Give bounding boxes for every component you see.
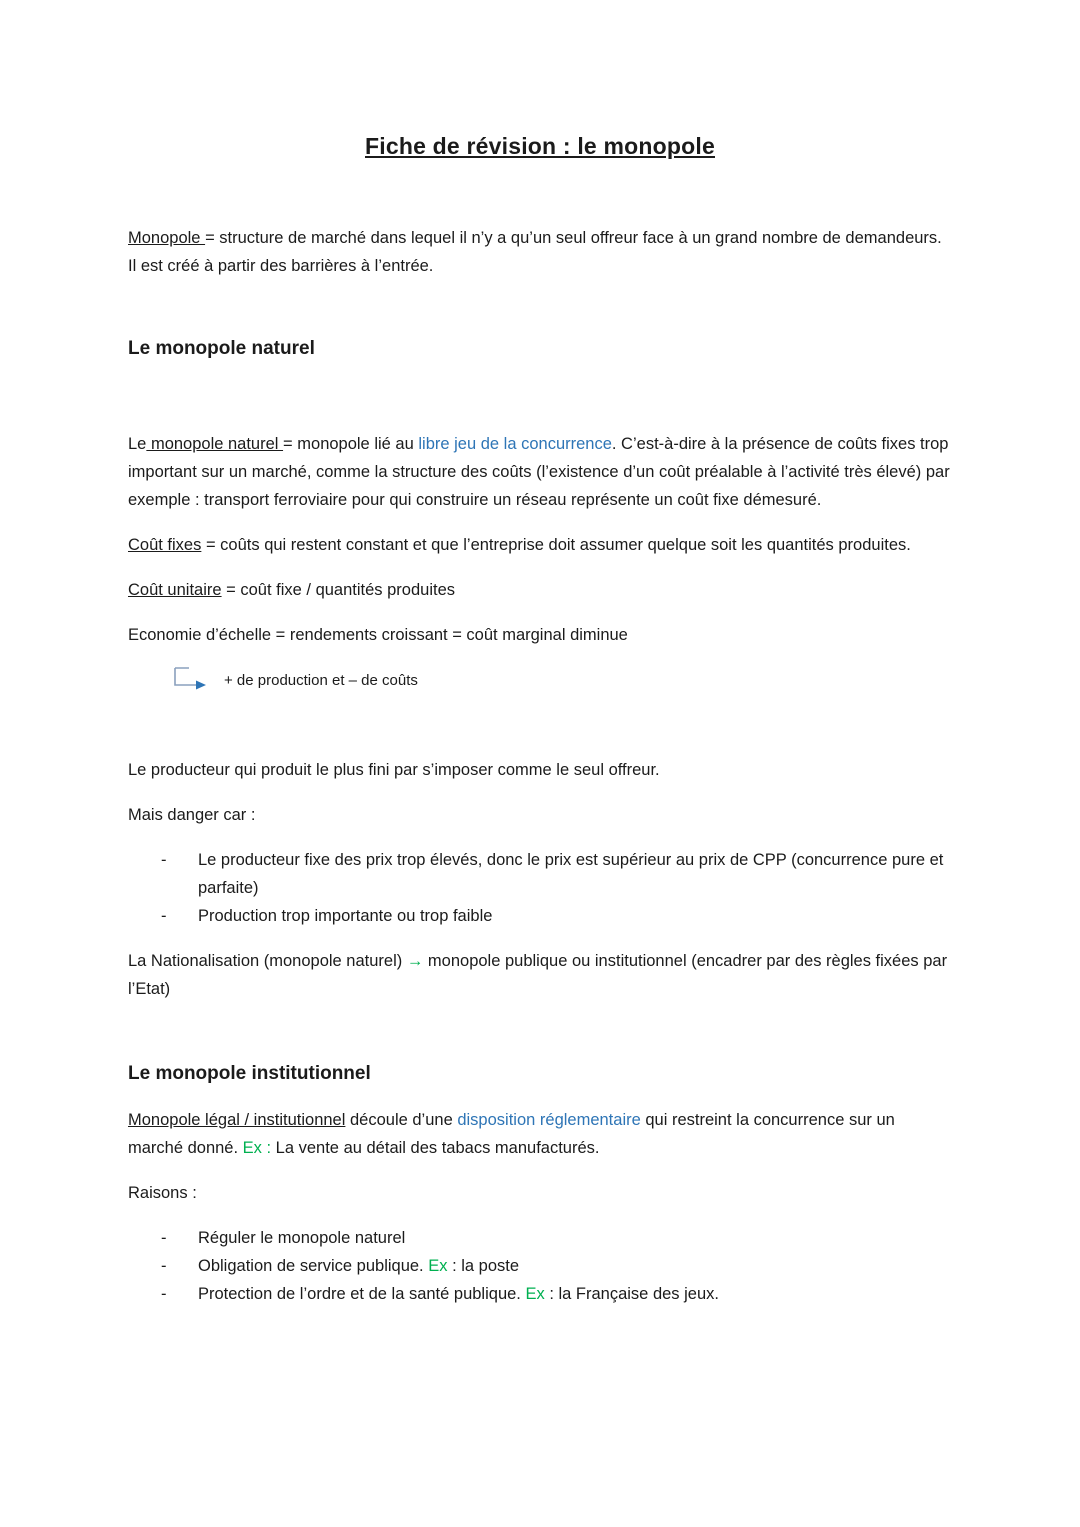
paragraph-producteur: Le producteur qui produit le plus fini par s’imposer comme le seul offreur. bbox=[128, 760, 660, 779]
list-item-text bbox=[198, 1280, 952, 1308]
right-arrow-icon: → bbox=[406, 951, 424, 970]
dash-bullet: - bbox=[161, 906, 167, 925]
dash-bullet: - bbox=[161, 1285, 167, 1304]
list-item bbox=[128, 846, 952, 902]
dash-bullet: - bbox=[161, 1229, 167, 1248]
example-label: Ex : bbox=[242, 1139, 272, 1158]
nationalisation-post: monopole publique ou institutionnel (encadrer par des règles fixées par l’Etat) bbox=[128, 951, 948, 998]
definition-rest: . C’est-à-dire à la présence de coûts fixes trop important sur un marché, comme la structure des coûts (l’existence d’un coût préalable à l’activité très élevé) par exemple : transport ferroviaire pour qui construire un réseau représente un coût fixe démesuré. bbox=[128, 434, 950, 509]
blue-phrase-disposition-reglementaire: disposition réglementaire bbox=[457, 1111, 641, 1130]
definition-mid: = monopole lié au bbox=[283, 434, 419, 453]
raison-post: : la poste bbox=[447, 1257, 520, 1276]
raisons-list bbox=[128, 1224, 952, 1308]
example-text: La vente au détail des tabacs manufacturés. bbox=[271, 1139, 600, 1158]
dash-bullet: - bbox=[161, 1257, 167, 1276]
list-item-text: Le producteur fixe des prix trop élevés, donc le prix est supérieur au prix de CPP (concurrence pure et parfaite) bbox=[198, 850, 944, 897]
nationalisation-pre: La Nationalisation (monopole naturel) bbox=[128, 951, 407, 970]
raison-post: : la Française des jeux. bbox=[544, 1285, 719, 1304]
dash-bullet: - bbox=[161, 850, 167, 869]
definition-lead: Le bbox=[128, 434, 147, 453]
term-cout-unitaire: Coût unitaire bbox=[128, 580, 222, 599]
section-heading-monopole-institutionnel: Le monopole institutionnel bbox=[128, 1062, 371, 1084]
arrow-note bbox=[128, 666, 952, 692]
paragraph-monopole-naturel-definition bbox=[128, 430, 952, 514]
list-item-text: Production trop importante ou trop faible bbox=[198, 906, 493, 925]
raison-pre: Protection de l’ordre et de la santé publique. bbox=[198, 1285, 526, 1304]
list-item bbox=[128, 902, 952, 930]
paragraph-raisons-intro: Raisons : bbox=[128, 1184, 197, 1203]
paragraph-danger-intro: Mais danger car : bbox=[128, 805, 256, 824]
section-heading-monopole-naturel: Le monopole naturel bbox=[128, 337, 315, 359]
cout-fixes-text: = coûts qui restent constant et que l’entreprise doit assumer quelque soit les quantités produites. bbox=[201, 535, 911, 554]
example-label: Ex bbox=[525, 1285, 545, 1304]
term-monopole: Monopole bbox=[128, 228, 206, 247]
list-item-text bbox=[198, 1252, 952, 1280]
elbow-arrow-icon bbox=[168, 666, 210, 692]
paragraph-nationalisation bbox=[128, 947, 952, 1003]
paragraph-cout-unitaire bbox=[128, 576, 952, 604]
paragraph-economie-echelle: Economie d’échelle = rendements croissant = coût marginal diminue bbox=[128, 625, 628, 644]
list-item-text bbox=[198, 1224, 952, 1252]
list-item bbox=[128, 1224, 952, 1252]
paragraph-cout-fixes bbox=[128, 531, 952, 559]
legal-rest: qui restreint la concurrence sur un marché donné. bbox=[128, 1111, 895, 1158]
raison-pre: Obligation de service publique. bbox=[198, 1257, 429, 1276]
list-item bbox=[128, 1252, 952, 1280]
paragraph-monopole-legal-definition bbox=[128, 1106, 952, 1162]
example-label: Ex bbox=[428, 1257, 448, 1276]
raison-pre: Réguler le monopole naturel bbox=[198, 1229, 406, 1248]
danger-list bbox=[128, 846, 952, 930]
term-monopole-naturel: monopole naturel bbox=[146, 434, 284, 453]
list-item bbox=[128, 1280, 952, 1308]
intro-paragraph bbox=[128, 224, 952, 280]
term-cout-fixes: Coût fixes bbox=[128, 535, 202, 554]
arrow-note-text: + de production et – de coûts bbox=[224, 671, 418, 689]
page-title: Fiche de révision : le monopole bbox=[365, 133, 715, 159]
blue-phrase-libre-jeu-concurrence: libre jeu de la concurrence bbox=[418, 434, 612, 453]
term-monopole-legal: Monopole légal / institutionnel bbox=[128, 1111, 346, 1130]
legal-mid: découle d’une bbox=[345, 1111, 458, 1130]
intro-text: = structure de marché dans lequel il n’y a qu’un seul offreur face à un grand nombre de demandeurs. Il est créé à partir des barrières à l’entrée. bbox=[128, 228, 942, 275]
cout-unitaire-text: = coût fixe / quantités produites bbox=[221, 580, 455, 599]
